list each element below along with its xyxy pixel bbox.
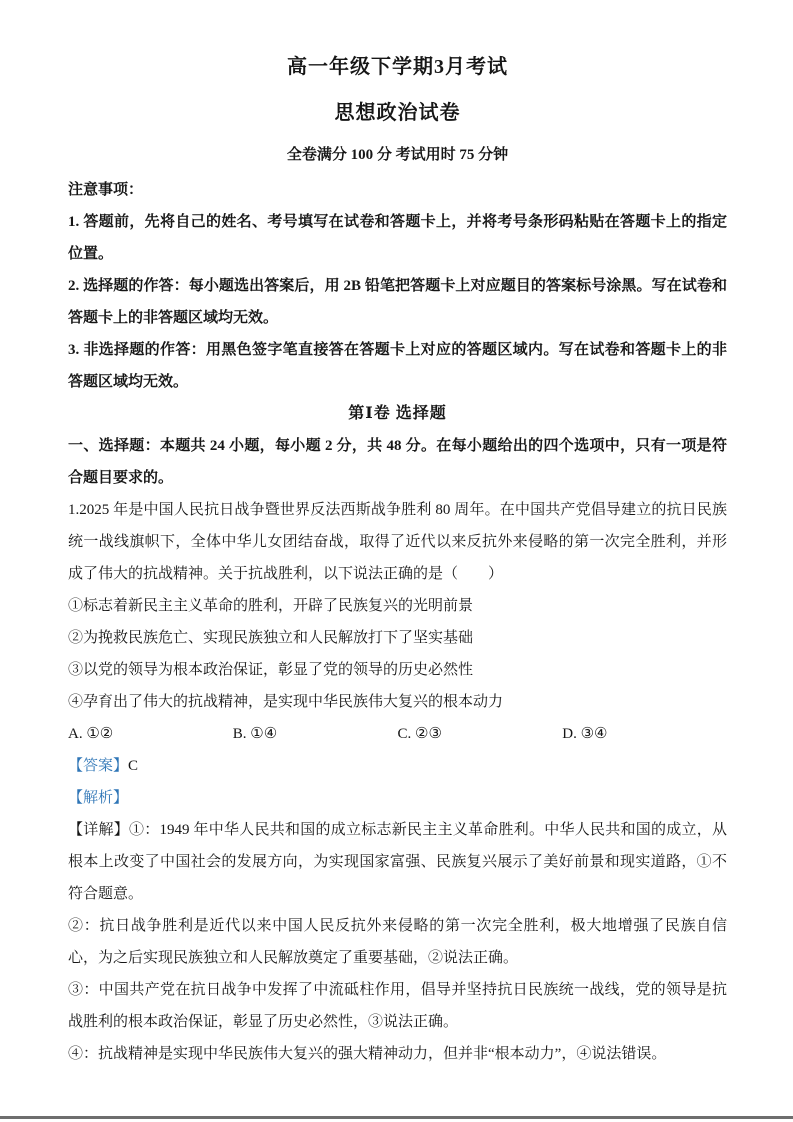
statement-item-2: ②为挽救民族危亡、实现民族独立和人民解放打下了坚实基础	[68, 630, 474, 646]
option-c	[398, 718, 563, 750]
answer-line	[68, 750, 727, 782]
detail-paragraph-1: 【详解】①：1949 年中华人民共和国的成立标志新民主主义革命胜利。中华人民共和国的成立，从根本上改变了中国社会的发展方向，为实现国家富强、民族复兴展示了美好前景和现实道路，①不符合题意。	[68, 822, 727, 902]
exam-meta: 全卷满分 100 分 考试用时 75 分钟	[286, 147, 509, 163]
analysis-line	[68, 782, 727, 814]
option-a-label: A.	[68, 726, 83, 742]
notice-heading: 注意事项：	[68, 182, 144, 198]
analysis-label: 【解析】	[68, 790, 129, 806]
options-row	[68, 718, 727, 750]
notice-item-2: 2. 选择题的作答：每小题选出答案后，用 2B 铅笔把答题卡上对应题目的答案标号涂黑。写在试卷和答题卡上的非答题区域均无效。	[68, 278, 727, 326]
option-b-label: B.	[232, 726, 247, 742]
detail-paragraph-2: ②：抗日战争胜利是近代以来中国人民反抗外来侵略的第一次完全胜利，极大地增强了民族自信心，为之后实现民族独立和人民解放奠定了重要基础，②说法正确。	[68, 918, 727, 966]
option-d-value: ③④	[580, 726, 608, 742]
answer-value: C	[128, 758, 139, 774]
option-d	[562, 718, 727, 750]
option-a	[68, 718, 233, 750]
question-stem: 1.2025 年是中国人民抗日战争暨世界反法西斯战争胜利 80 周年。在中国共产党倡导建立的抗日民族统一战线旗帜下，全体中华儿女团结奋战，取得了近代以来反抗外来侵略的第一次完全胜利，并形成了伟大的抗战精神。关于抗战胜利，以下说法正确的是（ ）	[68, 502, 727, 582]
option-c-label: C.	[397, 726, 412, 742]
notice-item-1: 1. 答题前，先将自己的姓名、考号填写在试卷和答题卡上，并将考号条形码粘贴在答题卡上的指定位置。	[68, 214, 727, 262]
section-heading: 第Ⅰ卷 选择题	[348, 405, 447, 422]
notice-item-3: 3. 非选择题的作答：用黑色签字笔直接答在答题卡上对应的答题区域内。写在试卷和答题卡上的非答题区域均无效。	[68, 342, 727, 390]
statement-item-1: ①标志着新民主主义革命的胜利，开辟了民族复兴的光明前景	[68, 598, 474, 614]
statement-item-3: ③以党的领导为根本政治保证，彰显了党的领导的历史必然性	[68, 662, 474, 678]
answer-label: 【答案】	[68, 758, 129, 774]
doc-title: 高一年级下学期3月考试	[287, 56, 508, 78]
detail-paragraph-4: ④：抗战精神是实现中华民族伟大复兴的强大精神动力，但并非“根本动力”，④说法错误。	[68, 1046, 667, 1062]
option-c-value: ②③	[415, 726, 442, 742]
option-b	[233, 718, 398, 750]
page-bottom-border	[0, 1116, 793, 1119]
statement-item-4: ④孕育出了伟大的抗战精神，是实现中华民族伟大复兴的根本动力	[68, 694, 504, 710]
doc-subtitle: 思想政治试卷	[334, 102, 461, 124]
option-a-value: ①②	[86, 726, 114, 742]
detail-paragraph-3: ③：中国共产党在抗日战争中发挥了中流砥柱作用，倡导并坚持抗日民族统一战线，党的领导是抗战胜利的根本政治保证，彰显了历史必然性，③说法正确。	[68, 982, 727, 1030]
section-intro: 一、选择题：本题共 24 小题，每小题 2 分，共 48 分。在每小题给出的四个选项中，只有一项是符合题目要求的。	[68, 438, 727, 486]
option-b-value: ①④	[250, 726, 278, 742]
option-d-label: D.	[562, 726, 577, 742]
